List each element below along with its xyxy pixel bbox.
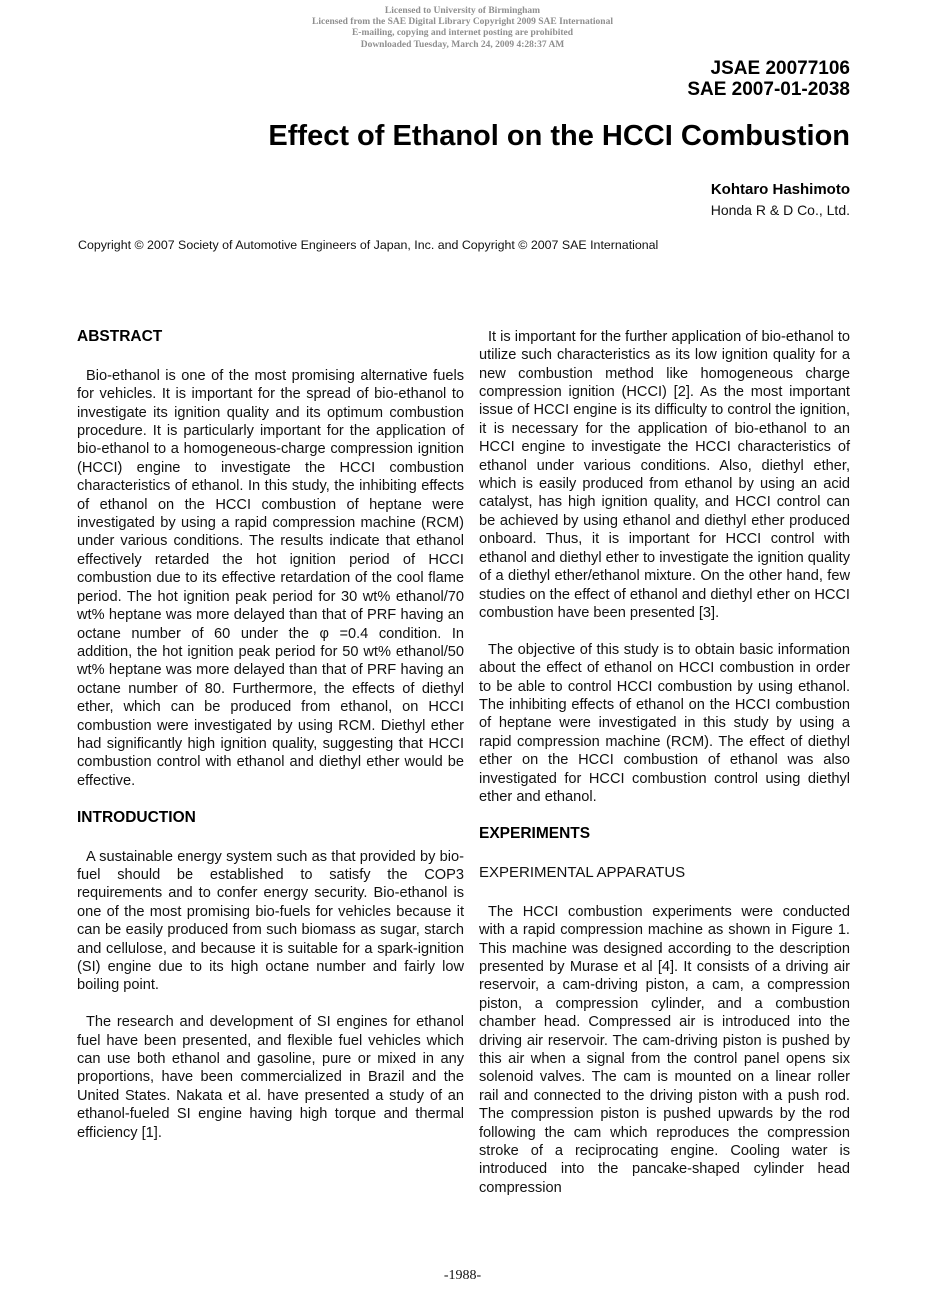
page-number: -1988-	[443, 1268, 482, 1283]
introduction-paragraph-1: A sustainable energy system such as that provided by bio-fuel should be established to satisfy the COP3 requirements and to confer energy security. Bio-ethanol is one of the most promising bio-fuels for vehicles because it can be easily produced from such biomass as sugar, starch and cellulose, and because it is suitable for a spark-ignition (SI) engine due to its high octane number and fairly low boiling point.	[77, 848, 464, 994]
abstract-paragraph: Bio-ethanol is one of the most promising alternative fuels for vehicles. It is important for the spread of bio-ethanol to investigate its ignition quality and its optimum combustion procedure. It is particularly important for the application of bio-ethanol to a homogeneous-charge compression ignition (HCCI) engine to investigate the HCCI combustion characteristics of ethanol. In this study, the inhibiting effects of ethanol on the HCCI combustion of heptane were investigated by using a rapid compression machine (RCM) under various conditions. The results indicate that ethanol effectively retarded the hot ignition period of HCCI combustion due to its effective retardation of the cool flame period. The hot ignition peak period for 30 wt% ethanol/70 wt% heptane was more delayed than that of PRF having an octane number of 60 under the φ =0.4 condition. In addition, the hot ignition peak period for 50 wt% ethanol/50 wt% heptane was more delayed than that of PRF having an octane number of 80. Furthermore, the effects of diethyl ether, which can be produced from ethanol, on HCCI combustion were investigated by using RCM. Diethyl ether had significantly high ignition quality, suggesting that HCCI combustion control with ethanol and diethyl ether would be effective.	[77, 367, 464, 789]
author-block	[0, 181, 925, 218]
left-column	[77, 328, 464, 1216]
watermark-line-4: Downloaded Tuesday, March 24, 2009 4:28:37 AM	[360, 39, 565, 50]
sae-code: SAE 2007-01-2038	[687, 78, 850, 100]
jsae-code: JSAE 20077106	[710, 57, 850, 79]
experiments-heading: EXPERIMENTS	[479, 824, 591, 842]
paper-title: Effect of Ethanol on the HCCI Combustion	[268, 119, 850, 152]
abstract-heading: ABSTRACT	[77, 327, 163, 345]
copyright-line: Copyright © 2007 Society of Automotive Engineers of Japan, Inc. and Copyright © 2007 SAE International	[78, 237, 659, 252]
author-affiliation: Honda R & D Co., Ltd.	[710, 201, 850, 218]
license-watermark	[0, 0, 925, 51]
watermark-line-3: E-mailing, copying and internet posting are prohibited	[351, 28, 574, 39]
two-column-body	[77, 328, 925, 1216]
right-column-paragraph-1: It is important for the further application of bio-ethanol to utilize such characteristics as its low ignition quality for a new combustion method like homogeneous charge compression ignition (HCCI) [2]. As the most important issue of HCCI engine is its difficulty to control the ignition, it is necessary for the application of bio-ethanol to an HCCI engine to investigate the HCCI characteristics of ethanol under various conditions. Also, diethyl ether, which is easily produced from ethanol by using an acid catalyst, has high ignition quality, and HCCI control can be achieved by using ethanol and diethyl ether produced onboard. Thus, it is important for HCCI control with ethanol and diethyl ether to investigate the ignition quality of a diethyl ether/ethanol mixture. On the other hand, few studies on the effect of ethanol and diethyl ether on HCCI combustion have been presented [3].	[479, 328, 850, 621]
watermark-line-1: Licensed to University of Birmingham	[384, 6, 541, 16]
author-name: Kohtaro Hashimoto	[710, 180, 850, 198]
introduction-paragraph-2: The research and development of SI engines for ethanol fuel have been presented, and flexible fuel vehicles which can use both ethanol and gasoline, pure or mixed in any proportions, have been commercialized in Brazil and the United States. Nakata et al. have presented a study of an ethanol-fueled SI engine having high torque and thermal efficiency [1].	[77, 1014, 464, 1141]
paper-codes	[0, 58, 925, 100]
experimental-apparatus-paragraph: The HCCI combustion experiments were conducted with a rapid compression machine as shown in Figure 1. This machine was designed according to the description presented by Murase et al [4]. It consists of a driving air reservoir, a cam-driving piston, a cam, a compression piston, a compression cylinder, and a combustion chamber head. Compressed air is introduced into the driving air reservoir. The cam-driving piston is pushed by this air when a signal from the control panel opens six solenoid valves. The cam is mounted on a linear roller rail and connected to the driving piston with a push rod. The compression piston is pushed upwards by the rod following the cam which reproduces the compression stroke of a reciprocating engine. Cooling water is introduced into the pancake-shaped cylinder head compression	[479, 903, 850, 1196]
experimental-apparatus-subheading: EXPERIMENTAL APPARATUS	[479, 863, 686, 881]
right-column-paragraph-2: The objective of this study is to obtain basic information about the effect of ethanol on HCCI combustion in order to be able to control HCCI combustion by using ethanol. The inhibiting effects of ethanol on the HCCI combustion of heptane were investigated in this study by using a rapid compression machine (RCM). The effect of diethyl ether on the HCCI combustion of ethanol was also investigated for HCCI combustion control using diethyl ether and ethanol.	[479, 641, 850, 805]
introduction-heading: INTRODUCTION	[77, 808, 196, 826]
right-column	[479, 328, 850, 1216]
watermark-line-2: Licensed from the SAE Digital Library Copyright 2009 SAE International	[312, 17, 613, 28]
